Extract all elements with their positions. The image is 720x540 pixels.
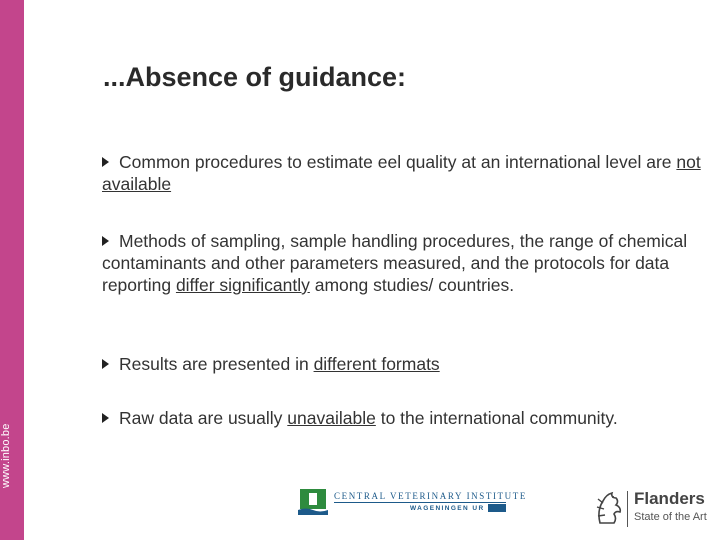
bullet-emphasis: different formats <box>313 354 440 374</box>
bullet-emphasis: unavailable <box>287 408 376 428</box>
website-url: www.inbo.be <box>0 423 12 488</box>
bullet-emphasis: differ significantly <box>175 275 310 295</box>
bullet-text-end: among studies/ countries. <box>309 275 515 295</box>
bullet-arrow-icon <box>102 157 109 167</box>
bullet-arrow-icon <box>102 236 109 246</box>
bullet-text: Methods of sampling, sample handling procedures, the range of chemical contaminants and other parameters measured, and the protocols for data reporting <box>102 231 688 295</box>
flanders-logo <box>594 487 716 531</box>
slide-title: ...Absence of guidance: <box>103 62 407 92</box>
cvi-divider <box>334 502 506 503</box>
bullet-text-end: to the international community. <box>375 408 618 428</box>
bullet-emphasis: not available <box>102 152 701 194</box>
cvi-subtitle: WAGENINGEN UR <box>410 505 485 512</box>
bullet-item <box>102 230 702 296</box>
bullet-item <box>102 151 702 195</box>
flanders-title: Flanders <box>634 489 705 508</box>
flanders-subtitle: State of the Art <box>634 511 707 523</box>
bullet-arrow-icon <box>102 413 109 423</box>
flanders-lion-icon <box>594 489 624 527</box>
bullet-item <box>102 353 702 375</box>
bullet-text: Results are presented in <box>119 354 314 374</box>
flanders-divider <box>627 491 628 527</box>
cvi-name: CENTRAL VETERINARY INSTITUTE <box>334 491 527 501</box>
bullet-item <box>102 407 712 429</box>
cvi-emblem-icon <box>298 488 328 516</box>
cvi-badge <box>488 504 506 512</box>
cvi-logo <box>298 488 527 518</box>
bullet-text: Common procedures to estimate eel quality at an international level are <box>119 152 677 172</box>
bullet-arrow-icon <box>102 359 109 369</box>
bullet-text: Raw data are usually <box>119 408 288 428</box>
